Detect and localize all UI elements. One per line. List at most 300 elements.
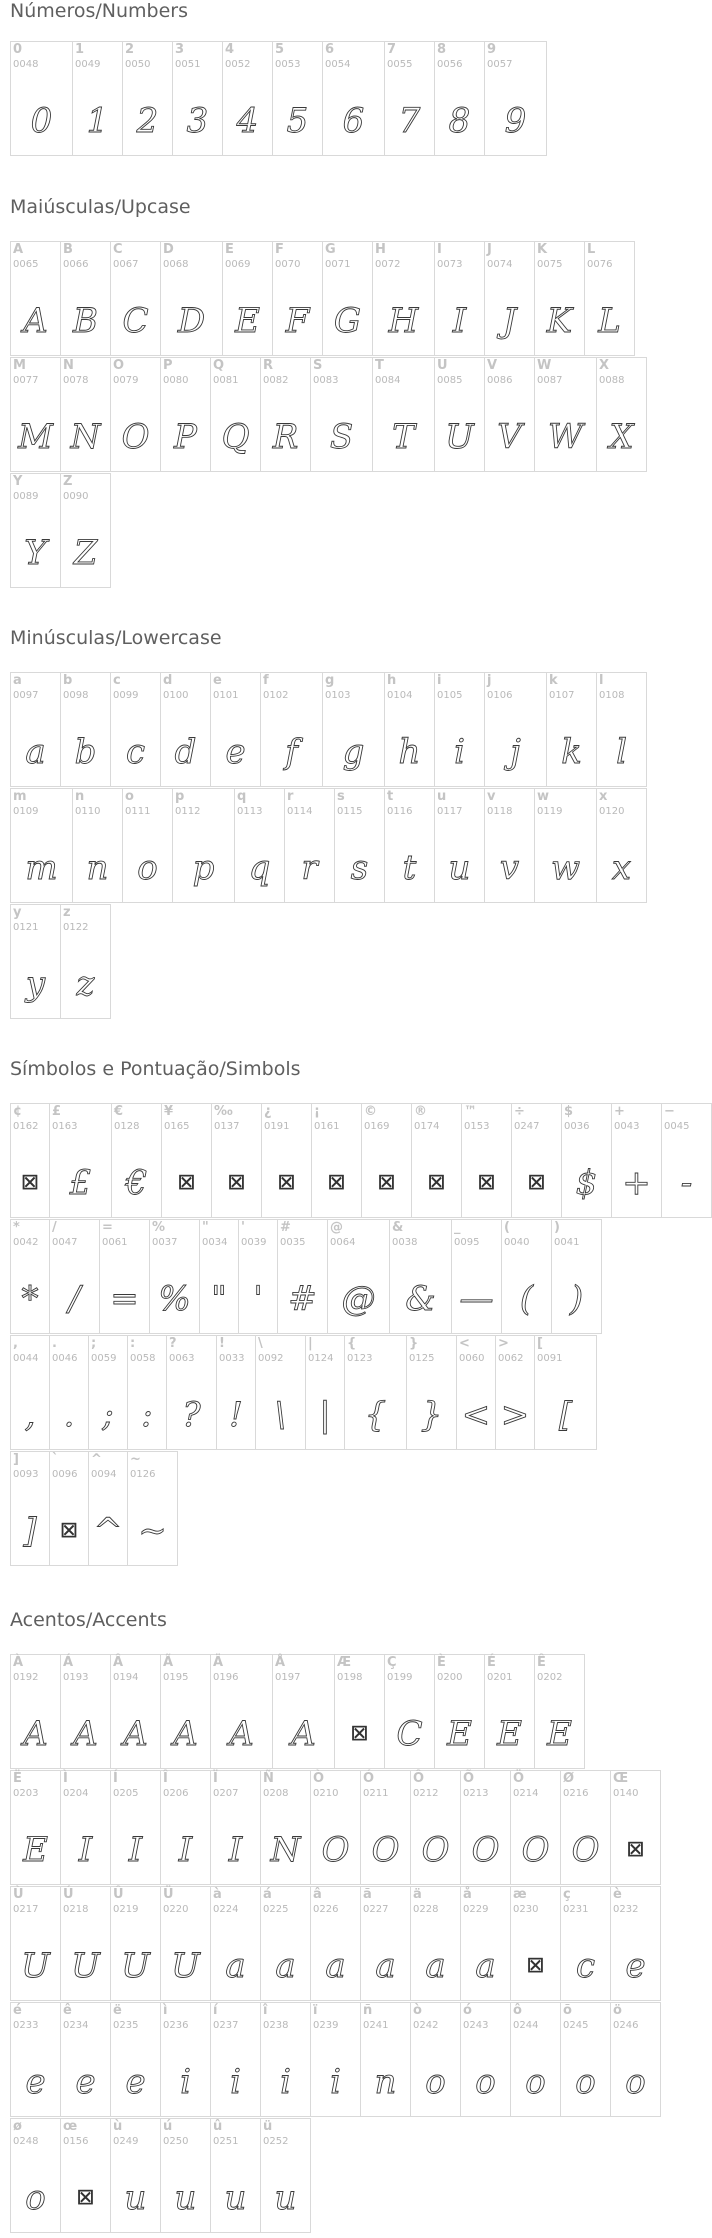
glyph-row <box>10 1335 596 1452</box>
glyph-cell <box>172 41 223 156</box>
character-code: 0062 <box>498 1353 524 1364</box>
character-code: 0117 <box>437 806 463 817</box>
character-label: . <box>52 1336 57 1351</box>
character-label: b <box>63 673 73 688</box>
glyph-sample: I <box>452 301 467 341</box>
character-label: ø <box>13 2119 22 2134</box>
character-label: û <box>213 2119 223 2134</box>
glyph-sample: i <box>280 2062 291 2102</box>
glyph-row <box>10 1654 584 1771</box>
glyph-sample: O <box>571 1830 600 1870</box>
character-code: 0100 <box>163 690 189 701</box>
glyph-sample: , <box>24 1395 36 1435</box>
character-code: 0247 <box>514 1121 540 1132</box>
character-label: [ <box>537 1336 543 1351</box>
character-code: 0212 <box>413 1788 439 1799</box>
character-label: í <box>213 2003 218 2018</box>
glyph-sample: / <box>68 1279 81 1319</box>
character-code: 0092 <box>258 1353 284 1364</box>
character-code: 0035 <box>280 1237 306 1248</box>
character-code: 0120 <box>599 806 625 817</box>
glyph-cell <box>110 1654 161 1769</box>
character-code: 0249 <box>113 2136 139 2147</box>
character-code: 0033 <box>219 1353 245 1364</box>
glyph-sample: ? <box>182 1395 201 1435</box>
character-label: / <box>52 1220 57 1235</box>
character-code: 0103 <box>325 690 351 701</box>
glyph-sample: T <box>392 417 415 457</box>
glyph-cell <box>284 788 335 903</box>
character-label: ™ <box>464 1104 477 1119</box>
character-code: 0124 <box>308 1353 334 1364</box>
glyph-cell <box>310 1886 361 2001</box>
character-label: , <box>13 1336 18 1351</box>
glyph-sample: N <box>70 417 101 457</box>
character-code: 0248 <box>13 2136 39 2147</box>
character-code: 0105 <box>437 690 463 701</box>
character-label: è <box>613 1887 622 1902</box>
character-code: 0037 <box>152 1237 178 1248</box>
glyph-row <box>10 41 546 158</box>
glyph-cell <box>322 241 373 356</box>
glyph-sample: a <box>325 1946 346 1986</box>
character-code: 0045 <box>664 1121 690 1132</box>
character-code: 0210 <box>313 1788 339 1799</box>
character-label: w <box>537 789 550 804</box>
character-code: 0047 <box>52 1237 78 1248</box>
character-code: 0063 <box>169 1353 195 1364</box>
character-label: R <box>263 358 274 373</box>
glyph-sample: h <box>398 732 421 772</box>
glyph-cell <box>334 788 385 903</box>
missing-glyph-icon: ⊠ <box>76 2185 95 2210</box>
glyph-row <box>10 1219 601 1336</box>
character-label: z <box>63 905 71 920</box>
character-code: 0071 <box>325 259 351 270</box>
character-code: 0044 <box>13 1353 39 1364</box>
glyph-sample: t <box>402 848 417 888</box>
glyph-cell <box>10 41 73 156</box>
glyph-cell <box>534 241 585 356</box>
glyph-sample: c <box>575 1946 596 1986</box>
glyph-cell <box>310 1770 361 1885</box>
character-label: À <box>13 1655 24 1670</box>
section-title: Acentos/Accents <box>10 1609 167 1631</box>
glyph-sample: U <box>445 417 474 457</box>
glyph-cell <box>99 1219 150 1334</box>
glyph-cell <box>49 1451 89 1566</box>
glyph-cell <box>484 672 547 787</box>
character-code: 0080 <box>163 375 189 386</box>
character-label: C <box>113 242 123 257</box>
glyph-cell <box>434 241 485 356</box>
glyph-cell <box>546 672 597 787</box>
glyph-cell <box>260 2002 311 2117</box>
character-code: 0204 <box>63 1788 89 1799</box>
glyph-sample: z <box>76 964 95 1004</box>
character-code: 0041 <box>554 1237 580 1248</box>
character-label: V <box>487 358 498 373</box>
glyph-cell <box>460 1886 511 2001</box>
character-code: 0237 <box>213 2020 239 2031</box>
glyph-sample: v <box>499 848 520 888</box>
character-label: | <box>308 1336 313 1351</box>
character-code: 0239 <box>313 2020 339 2031</box>
character-label: ( <box>504 1220 510 1235</box>
character-label: v <box>487 789 496 804</box>
character-code: 0197 <box>275 1672 301 1683</box>
glyph-cell <box>334 1654 385 1769</box>
glyph-cell <box>10 1654 61 1769</box>
glyph-sample: @ <box>341 1279 376 1319</box>
glyph-cell <box>322 41 385 156</box>
glyph-cell <box>261 1103 312 1218</box>
character-code: 0201 <box>487 1672 513 1683</box>
character-code: 0231 <box>563 1904 589 1915</box>
glyph-cell <box>272 41 323 156</box>
glyph-cell <box>110 241 161 356</box>
glyph-cell <box>10 1103 50 1218</box>
character-code: 0087 <box>537 375 563 386</box>
missing-glyph-icon: ⊠ <box>526 1953 545 1978</box>
character-label: < <box>459 1336 470 1351</box>
character-code: 0053 <box>275 59 301 70</box>
glyph-cell <box>127 1335 167 1450</box>
glyph-cell <box>610 2002 661 2117</box>
glyph-sample: i <box>330 2062 341 2102</box>
glyph-cell <box>310 357 373 472</box>
character-code: 0163 <box>52 1121 78 1132</box>
character-code: 0104 <box>387 690 413 701</box>
glyph-cell <box>260 357 311 472</box>
character-label: Â <box>113 1655 124 1670</box>
glyph-sample: a <box>275 1946 296 1986</box>
character-label: ] <box>13 1452 19 1467</box>
character-code: 0200 <box>437 1672 463 1683</box>
character-label: n <box>75 789 85 804</box>
character-label: ) <box>554 1220 560 1235</box>
glyph-sample: } <box>420 1395 443 1435</box>
character-code: 0161 <box>314 1121 340 1132</box>
character-label: â <box>313 1887 322 1902</box>
character-label: î <box>263 2003 268 2018</box>
character-label: ì <box>163 2003 168 2018</box>
glyph-sample: r <box>301 848 318 888</box>
character-code: 0228 <box>413 1904 439 1915</box>
glyph-sample: o <box>425 2062 446 2102</box>
character-label: Ø <box>563 1771 575 1786</box>
glyph-sample: e <box>25 2062 46 2102</box>
glyph-cell <box>10 473 61 588</box>
glyph-sample: E <box>447 1714 472 1754</box>
glyph-cell <box>110 1770 161 1885</box>
character-code: 0101 <box>213 690 239 701</box>
glyph-cell <box>222 41 273 156</box>
character-code: 0050 <box>125 59 151 70</box>
missing-glyph-icon: ⊠ <box>59 1518 79 1543</box>
character-code: 0069 <box>225 259 251 270</box>
glyph-sample: p <box>192 848 215 888</box>
glyph-sample: x <box>611 848 632 888</box>
glyph-sample: # <box>288 1279 317 1319</box>
glyph-cell <box>160 1654 211 1769</box>
character-code: 0081 <box>213 375 239 386</box>
character-label: Q <box>213 358 225 373</box>
glyph-sample: ( <box>519 1279 534 1319</box>
character-code: 0162 <box>13 1121 39 1132</box>
glyph-cell <box>160 1770 211 1885</box>
character-code: 0095 <box>454 1237 480 1248</box>
glyph-sample: D <box>177 301 206 341</box>
character-code: 0203 <box>13 1788 39 1799</box>
glyph-sample: E <box>497 1714 522 1754</box>
character-label: à <box>213 1887 222 1902</box>
glyph-sample: U <box>121 1946 150 1986</box>
section-title: Maiúsculas/Upcase <box>10 196 191 218</box>
character-label: ö <box>613 2003 622 2018</box>
character-label: Ú <box>63 1887 74 1902</box>
character-code: 0060 <box>459 1353 485 1364</box>
character-label: Ê <box>537 1655 546 1670</box>
character-label: á <box>263 1887 272 1902</box>
glyph-cell <box>272 241 323 356</box>
character-label: B <box>63 242 73 257</box>
glyph-cell <box>10 241 61 356</box>
glyph-sample: A <box>173 1714 198 1754</box>
glyph-cell <box>596 357 647 472</box>
character-code: 0054 <box>325 59 351 70</box>
glyph-sample: i <box>180 2062 191 2102</box>
glyph-sample: e <box>125 2062 146 2102</box>
character-label: a <box>13 673 22 688</box>
character-code: 0225 <box>263 1904 289 1915</box>
glyph-sample: G <box>333 301 362 341</box>
character-code: 0220 <box>163 1904 189 1915</box>
character-code: 0126 <box>130 1469 156 1480</box>
character-label: H <box>375 242 386 257</box>
character-label: 2 <box>125 42 135 57</box>
character-code: 0238 <box>263 2020 289 2031</box>
glyph-row <box>10 904 110 1021</box>
character-code: 0193 <box>63 1672 89 1683</box>
glyph-cell <box>272 1654 335 1769</box>
character-code: 0119 <box>537 806 563 817</box>
glyph-sample: a <box>475 1946 496 1986</box>
character-code: 0250 <box>163 2136 189 2147</box>
character-code: 0153 <box>464 1121 490 1132</box>
glyph-sample: < <box>461 1395 491 1435</box>
character-label: 4 <box>225 42 235 57</box>
glyph-sample: 7 <box>398 101 421 141</box>
glyph-cell <box>10 357 61 472</box>
character-label: W <box>537 358 552 373</box>
glyph-sample: O <box>371 1830 400 1870</box>
character-label: U <box>437 358 448 373</box>
glyph-sample: O <box>521 1830 550 1870</box>
character-label: # <box>280 1220 291 1235</box>
character-code: 0039 <box>241 1237 267 1248</box>
character-label: Å <box>275 1655 286 1670</box>
character-label: ù <box>113 2119 123 2134</box>
glyph-sample: A <box>23 301 48 341</box>
character-code: 0098 <box>63 690 89 701</box>
glyph-sample: Y <box>24 533 47 573</box>
character-label: A <box>13 242 24 257</box>
character-label: = <box>102 1220 113 1235</box>
character-code: 0128 <box>114 1121 140 1132</box>
character-code: 0038 <box>392 1237 418 1248</box>
character-code: 0214 <box>513 1788 539 1799</box>
glyph-sample: 2 <box>136 101 159 141</box>
character-label: y <box>13 905 22 920</box>
glyph-cell <box>60 473 111 588</box>
character-label: Ä <box>213 1655 224 1670</box>
character-label: d <box>163 673 173 688</box>
character-label: ' <box>241 1220 245 1235</box>
character-code: 0252 <box>263 2136 289 2147</box>
character-label: ç <box>563 1887 571 1902</box>
glyph-cell <box>210 1654 273 1769</box>
character-label: t <box>387 789 394 804</box>
character-label: F <box>275 242 284 257</box>
character-code: 0156 <box>63 2136 89 2147</box>
missing-glyph-icon: ⊠ <box>427 1170 446 1195</box>
missing-glyph-icon: ⊠ <box>177 1170 196 1195</box>
glyph-cell <box>211 1103 262 1218</box>
glyph-sample: i <box>230 2062 241 2102</box>
glyph-cell <box>384 1654 435 1769</box>
glyph-sample: € <box>125 1163 148 1203</box>
glyph-sample: A <box>123 1714 148 1754</box>
character-code: 0251 <box>213 2136 239 2147</box>
character-code: 0034 <box>202 1237 228 1248</box>
character-label: ^ <box>91 1452 102 1467</box>
missing-glyph-icon: ⊠ <box>227 1170 246 1195</box>
character-label: : <box>130 1336 136 1351</box>
glyph-cell <box>160 357 211 472</box>
missing-glyph-icon: ⊠ <box>20 1170 40 1195</box>
glyph-sample: P <box>174 417 197 457</box>
glyph-row <box>10 2002 660 2119</box>
glyph-cell <box>360 1770 411 1885</box>
glyph-cell <box>10 1219 50 1334</box>
character-label: > <box>498 1336 509 1351</box>
character-code: 0219 <box>113 1904 139 1915</box>
glyph-cell <box>222 241 273 356</box>
character-code: 0102 <box>263 690 289 701</box>
character-label: ô <box>513 2003 522 2018</box>
character-label: ë <box>113 2003 122 2018</box>
glyph-sample: O <box>421 1830 450 1870</box>
character-label: Ï <box>213 1771 218 1786</box>
glyph-sample: [ <box>558 1395 573 1435</box>
glyph-cell <box>389 1219 452 1334</box>
glyph-cell <box>372 241 435 356</box>
glyph-sample: I <box>178 1830 193 1870</box>
glyph-sample: L <box>598 301 621 341</box>
glyph-cell <box>10 672 61 787</box>
glyph-sample: l <box>616 732 627 772</box>
glyph-cell <box>60 1770 111 1885</box>
character-code: 0066 <box>63 259 89 270</box>
character-code: 0055 <box>387 59 413 70</box>
glyph-sample: Q <box>221 417 250 457</box>
glyph-cell <box>596 672 647 787</box>
glyph-sample: n <box>86 848 109 888</box>
glyph-cell <box>60 904 111 1019</box>
glyph-cell <box>610 1770 661 1885</box>
character-code: 0076 <box>587 259 613 270</box>
glyph-sample: J <box>502 301 517 341</box>
character-label: ; <box>91 1336 97 1351</box>
character-label: Í <box>113 1771 118 1786</box>
glyph-sample: o <box>575 2062 596 2102</box>
character-code: 0074 <box>487 259 513 270</box>
glyph-cell <box>661 1103 712 1218</box>
glyph-cell <box>161 1103 212 1218</box>
missing-glyph-icon: ⊠ <box>277 1170 296 1195</box>
character-code: 0114 <box>287 806 313 817</box>
glyph-sample: ] <box>23 1511 37 1551</box>
glyph-sample: k <box>561 732 582 772</box>
glyph-sample: V <box>497 417 522 457</box>
glyph-cell <box>411 1103 462 1218</box>
glyph-cell <box>460 2002 511 2117</box>
character-label: Ò <box>313 1771 325 1786</box>
character-label: ¿ <box>264 1104 272 1119</box>
character-label: @ <box>330 1220 343 1235</box>
glyph-row <box>10 1451 177 1568</box>
character-code: 0042 <box>13 1237 39 1248</box>
glyph-sample: n <box>374 2062 397 2102</box>
character-label: ó <box>463 2003 472 2018</box>
character-code: 0232 <box>613 1904 639 1915</box>
glyph-cell <box>60 1886 111 2001</box>
character-code: 0078 <box>63 375 89 386</box>
glyph-cell <box>111 1103 162 1218</box>
character-label: ‰ <box>214 1104 233 1119</box>
character-label: g <box>325 673 335 688</box>
character-code: 0108 <box>599 690 625 701</box>
glyph-cell <box>49 1335 89 1450</box>
glyph-cell <box>510 2002 561 2117</box>
glyph-cell <box>560 1770 611 1885</box>
character-code: 0243 <box>463 2020 489 2031</box>
glyph-cell <box>10 1886 61 2001</box>
glyph-sample: m <box>25 848 58 888</box>
glyph-cell <box>49 1219 100 1334</box>
character-label: ¥ <box>164 1104 174 1119</box>
character-label: Z <box>63 474 73 489</box>
glyph-cell <box>60 2118 111 2233</box>
glyph-cell <box>311 1103 362 1218</box>
glyph-cell <box>596 788 647 903</box>
character-label: P <box>163 358 173 373</box>
missing-glyph-icon: ⊠ <box>626 1837 645 1862</box>
glyph-sample: ~ <box>138 1511 167 1551</box>
glyph-cell <box>305 1335 345 1450</box>
character-code: 0109 <box>13 806 39 817</box>
character-code: 0073 <box>437 259 463 270</box>
character-label: Ó <box>363 1771 375 1786</box>
glyph-cell <box>260 2118 311 2233</box>
glyph-cell <box>534 1654 585 1769</box>
character-code: 0235 <box>113 2020 139 2031</box>
glyph-cell <box>238 1219 278 1334</box>
glyph-sample: U <box>171 1946 200 1986</box>
glyph-cell <box>434 788 485 903</box>
glyph-cell <box>534 357 597 472</box>
